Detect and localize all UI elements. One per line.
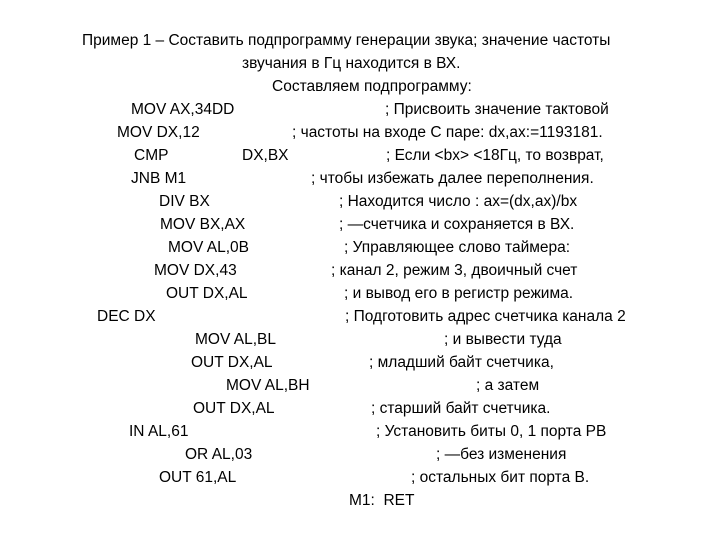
code-comment: ; чтобы избежать далее переполнения. [311,170,594,187]
code-comment: ; —счетчика и сохраняется в ВХ. [339,216,575,233]
code-instruction: MOV AL,BL [195,331,276,348]
code-comment: ; канал 2, режим 3, двоичный счет [331,262,578,279]
code-comment: ; и вывод его в регистр режима. [344,285,574,302]
code-instruction: JNB M1 [131,170,187,187]
code-instruction: CMP [134,147,169,164]
code-instruction: DEC DX [97,308,156,325]
code-instruction: MOV DX,43 [154,262,237,279]
code-instruction: OUT DX,AL [166,285,248,302]
code-instruction: MOV DX,12 [117,124,200,141]
code-instruction: MOV AL,0B [168,239,249,256]
code-instruction: OUT 61,AL [159,469,237,486]
code-comment: ; а затем [476,377,540,394]
code-label-return: M1: RET [349,492,415,509]
code-comment: ; остальных бит порта В. [411,469,590,486]
code-instruction: OUT DX,AL [191,354,273,371]
code-instruction: MOV AL,BH [226,377,310,394]
code-comment: ; и вывести туда [444,331,562,348]
title-line-1: Пример 1 – Составить подпрограмму генерации звука; значение частоты [82,32,611,49]
code-instruction: DIV BX [159,193,210,210]
code-comment: ; Подготовить адрес счетчика канала 2 [345,308,626,325]
code-instruction: OUT DX,AL [193,400,275,417]
code-comment: ; —без изменения [436,446,567,463]
code-comment: ; Если <bx> <18Гц, то возврат, [386,147,604,164]
code-comment: ; Управляющее слово таймера: [344,239,571,256]
code-comment: ; старший байт счетчика. [371,400,551,417]
code-instruction: OR AL,03 [185,446,253,463]
title-line-2: звучания в Гц находится в ВХ. [242,55,461,72]
code-comment: ; младший байт счетчика, [369,354,554,371]
code-instruction: MOV BX,AX [160,216,246,233]
code-comment: ; частоты на входе С паре: dx,ax:=1193181. [292,124,603,141]
code-comment: ; Установить биты 0, 1 порта РВ [376,423,607,440]
code-comment: ; Находится число : ax=(dx,ax)/bx [339,193,578,210]
code-instruction: MOV AX,34DD [131,101,235,118]
code-comment: ; Присвоить значение тактовой [385,101,609,118]
code-operands: DX,BX [242,147,289,164]
code-instruction: IN AL,61 [129,423,189,440]
title-line-3: Составляем подпрограмму: [272,78,472,95]
